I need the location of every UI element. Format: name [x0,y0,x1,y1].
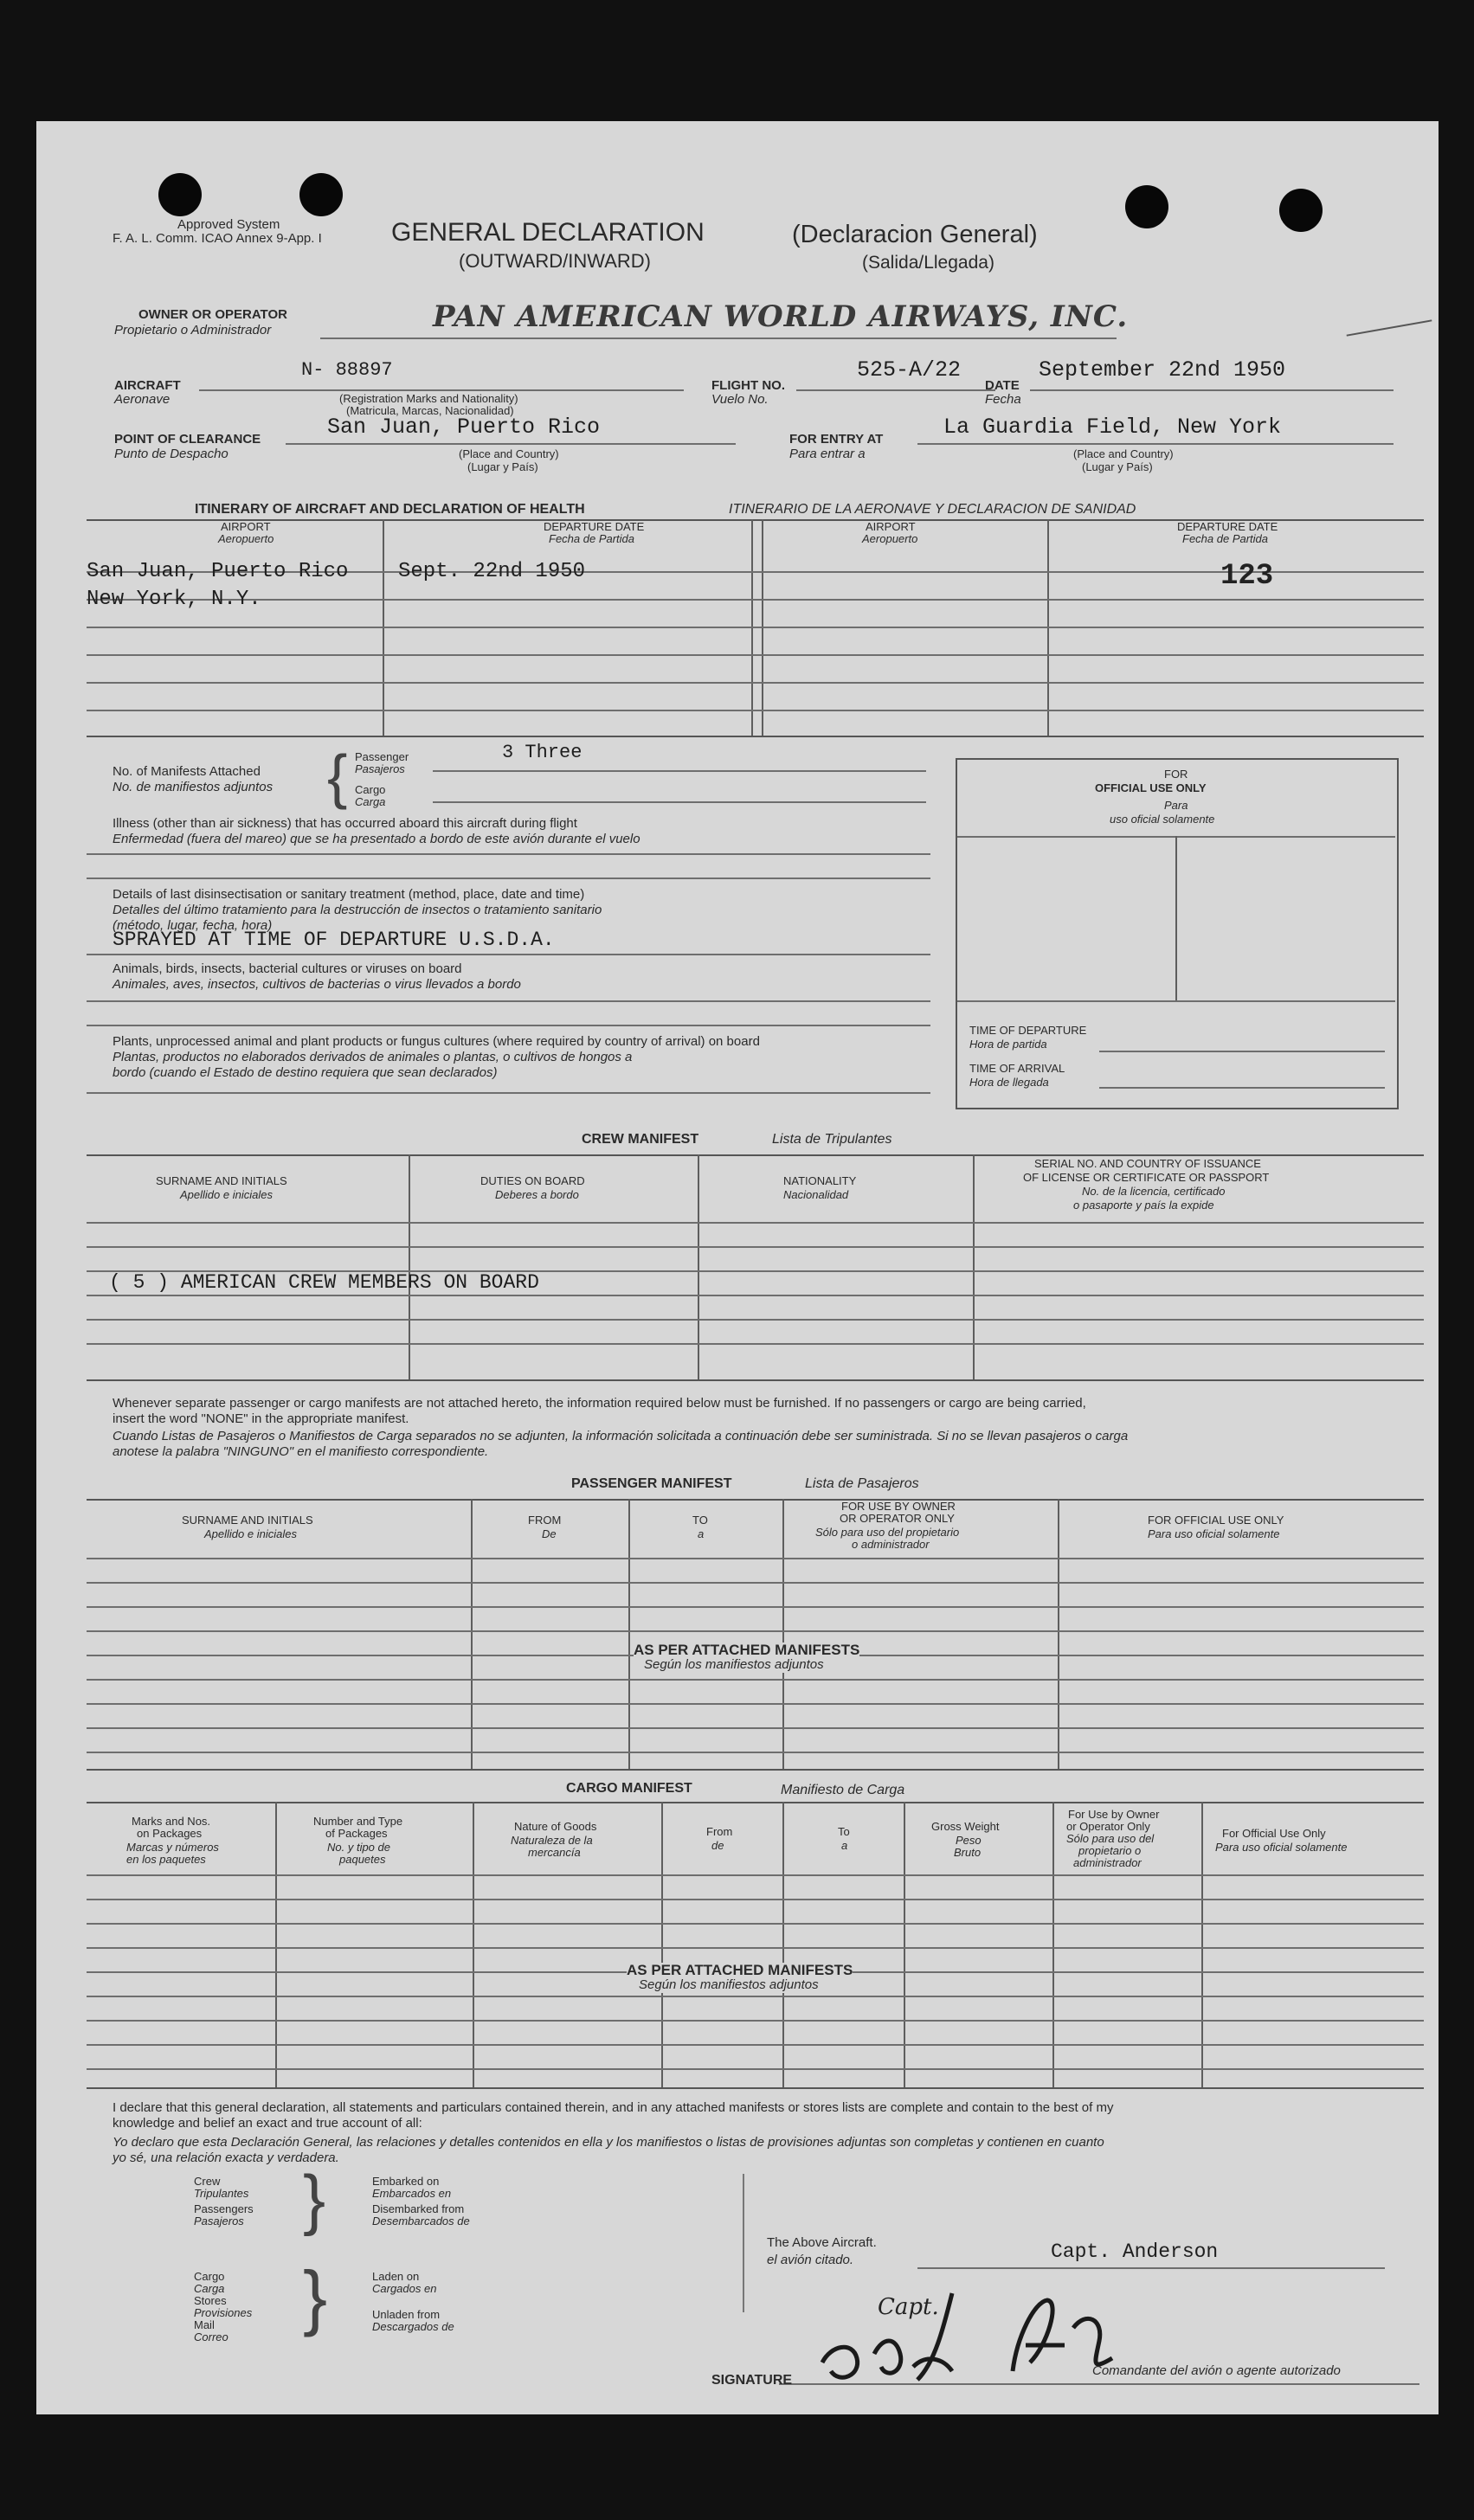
form-title: GENERAL DECLARATION [391,218,705,247]
cargo-attached-es: Según los manifiestos adjuntos [639,1977,819,1992]
passenger-bottom-rule [87,1769,1424,1771]
crew-row-line [87,1246,1424,1248]
manifests-brace: { [327,742,348,810]
notice-line2: insert the word "NONE" in the appropriate manifest. [113,1411,409,1426]
form-subtitle: (OUTWARD/INWARD) [459,250,651,272]
animals-line [87,1000,930,1002]
stamped-number: 123 [1220,560,1274,593]
plants-label-es2: bordo (cuando el Estado de destino requiera que sean declarados) [113,1065,498,1080]
flight-value: 525-A/22 [857,357,962,382]
punch-hole [1125,185,1168,228]
cargo-c2-es: No. y tipo de [327,1841,390,1854]
declaration-line3: Yo declaro que esta Declaración General, las relaciones y detalles contenidos en ella y los manifiestos o listas de provisiones adjuntas son completas y contienen en cuanto [113,2135,1104,2150]
disinsect-label-es2: (método, lugar, fecha, hora) [113,918,273,933]
form-title-es: (Declaracion General) [792,221,1038,248]
clearance-value: San Juan, Puerto Rico [327,415,601,440]
decl-stores-es: Provisiones [194,2306,253,2319]
passenger-rule [87,1499,1424,1501]
crew-col2-es: Deberes a bordo [495,1188,579,1201]
signature-label: SIGNATURE [711,2373,793,2388]
disinsect-label-es: Detalles del último tratamiento para la destrucción de insectos o tratamiento sanitario [113,903,602,917]
decl-brace: } [303,2161,326,2237]
crew-col4: SERIAL NO. AND COUNTRY OF ISSUANCE [1034,1157,1261,1170]
crew-title-es: Lista de Tripulantes [772,1132,892,1147]
cargo-c8-es: Para uso oficial solamente [1215,1841,1348,1854]
itin-row-line [87,710,1424,711]
notice-line4: anotese la palabra "NINGUNO" en el manifiesto correspondiente. [113,1444,489,1459]
aircraft-line [199,389,684,391]
official-divider [957,1000,1395,1002]
itin-col-airport-es: Aeropuerto [218,532,274,545]
declaration-line2: knowledge and belief an exact and true account of all: [113,2116,422,2131]
manifest-passenger-label: Passenger [355,750,409,763]
itin-col-airport: AIRPORT [221,520,271,533]
clearance-note: (Place and Country) [459,447,559,460]
crew-divider [973,1154,975,1379]
passenger-title: PASSENGER MANIFEST [571,1476,732,1491]
manifest-passenger-line [433,770,926,772]
time-arrival-label-es: Hora de llegada [969,1076,1049,1089]
declaration-line4: yo sé, una relación exacta y verdadera. [113,2150,339,2165]
above-aircraft-es: el avión citado. [767,2253,854,2267]
crew-row-line [87,1319,1424,1321]
captain-typed: Capt. Anderson [1051,2240,1219,2263]
itin-row1-date: Sept. 22nd 1950 [398,560,586,583]
cargo-c3-es: Naturaleza de la [511,1834,593,1847]
passenger-row-line [87,1630,1424,1632]
decl-crew: Crew [194,2175,221,2188]
approved-system: Approved System [177,217,280,232]
crew-row-line [87,1295,1424,1296]
plants-label: Plants, unprocessed animal and plant products or fungus cultures (where required by country of arrival) on board [113,1034,760,1049]
date-label-es: Fecha [985,392,1021,407]
cargo-c7-es-3: administrador [1073,1856,1142,1869]
itin-col-airport-2: AIRPORT [866,520,916,533]
cargo-title: CARGO MANIFEST [566,1781,692,1796]
manifest-cargo-line [433,801,926,803]
cargo-c2-es-2: paquetes [339,1853,386,1866]
cargo-c7-2: or Operator Only [1066,1820,1150,1833]
illness-label-es: Enfermedad (fuera del mareo) que se ha presentado a bordo de este avión durante el vuelo [113,832,640,846]
entry-note-es: (Lugar y País) [1082,460,1153,473]
aircraft-note-es: (Matricula, Marcas, Nacionalidad) [346,404,514,417]
passenger-col3: TO [692,1514,708,1527]
decl-embarked: Embarked on [372,2175,440,2188]
itin-col-departure: DEPARTURE DATE [544,520,645,533]
entry-line [917,443,1394,445]
crew-row-line [87,1222,1424,1224]
cargo-bottom-rule [87,2087,1424,2089]
decl-passengers-es: Pasajeros [194,2215,244,2228]
itin-row-line [87,599,1424,601]
flight-line [796,389,995,391]
crew-rule [87,1154,1424,1156]
crew-col4-2: OF LICENSE OR CERTIFICATE OR PASSPORT [1023,1171,1270,1184]
decl-stores: Stores [194,2294,227,2307]
crew-col3: NATIONALITY [783,1174,857,1187]
passenger-col1: SURNAME AND INITIALS [182,1514,313,1527]
passenger-col3-es: a [698,1527,705,1540]
cargo-c5-es: a [841,1839,848,1852]
aircraft-label: AIRCRAFT [114,378,181,393]
itin-bottom-rule [87,736,1424,737]
crew-col2: DUTIES ON BOARD [480,1174,585,1187]
cargo-row-line [87,2020,1424,2022]
notice-line3: Cuando Listas de Pasajeros o Manifiestos de Carga separados no se adjunten, la información solicitada a continuación debe ser suministrada. Si no se llevan pasajeros o carga [113,1429,1129,1443]
passenger-row-line [87,1558,1424,1559]
cargo-row-line [87,1899,1424,1900]
cargo-c6: Gross Weight [931,1820,1000,1833]
agent-label: Comandante del avión o agente autorizado [1092,2363,1341,2378]
manifests-label-es: No. de manifiestos adjuntos [113,780,274,794]
cargo-c4-es: de [711,1839,724,1852]
entry-label: FOR ENTRY AT [789,432,884,447]
clearance-label-es: Punto de Despacho [114,447,229,461]
punch-hole [1279,189,1323,232]
crew-col4-es-2: o pasaporte y país la expide [1073,1199,1214,1212]
decl-disembarked: Disembarked from [372,2202,465,2215]
cargo-c6-es-2: Bruto [954,1846,982,1859]
plants-line [87,1092,930,1094]
cargo-c6-es: Peso [956,1834,982,1847]
captain-line [917,2267,1385,2269]
entry-label-es: Para entrar a [789,447,866,461]
illness-label: Illness (other than air sickness) that has occurred aboard this aircraft during flight [113,816,577,831]
cargo-c5: To [838,1825,850,1838]
itinerary-title-es: ITINERARIO DE LA AERONAVE Y DECLARACION DE SANIDAD [729,502,1136,517]
owner-value: PAN AMERICAN WORLD AIRWAYS, INC. [433,299,1129,334]
passenger-col1-es: Apellido e iniciales [204,1527,297,1540]
form-subtitle-es: (Salida/Llegada) [862,253,994,273]
clearance-line [286,443,736,445]
entry-note: (Place and Country) [1073,447,1174,460]
passenger-col5: FOR OFFICIAL USE ONLY [1148,1514,1284,1527]
itin-row2-airport: New York, N.Y. [87,588,261,611]
passenger-title-es: Lista de Pasajeros [805,1476,919,1491]
manifests-label: No. of Manifests Attached [113,764,261,779]
illness-line [87,853,930,855]
punch-hole [158,173,202,216]
cargo-row-line [87,1996,1424,1997]
cargo-row-line [87,2044,1424,2046]
animals-label: Animals, birds, insects, bacterial cultures or viruses on board [113,961,462,976]
official-title-es-2: uso oficial solamente [1110,813,1215,826]
time-arrival-line [1099,1087,1385,1089]
disinsect-line [87,954,930,955]
notice-line1: Whenever separate passenger or cargo manifests are not attached hereto, the information required below must be furnished. If no passengers or cargo are being carried, [113,1396,1086,1411]
crew-row-line [87,1343,1424,1345]
cargo-c3-es-2: mercancía [528,1846,581,1859]
decl-laden-es: Cargados en [372,2282,437,2295]
passenger-col4-2: OR OPERATOR ONLY [840,1512,955,1525]
passenger-attached: AS PER ATTACHED MANIFESTS [634,1642,860,1658]
cargo-c7: For Use by Owner [1068,1808,1160,1821]
decl-mail: Mail [194,2318,215,2331]
passenger-col2: FROM [528,1514,562,1527]
declaration-line1: I declare that this general declaration, all statements and particulars contained therein, and in any attached manifests or stores lists are complete and contain to the best of my [113,2100,1114,2115]
passenger-row-line [87,1606,1424,1608]
animals-line [87,1025,930,1026]
decl-passengers: Passengers [194,2202,254,2215]
passenger-attached-es: Según los manifiestos adjuntos [644,1657,824,1672]
cargo-c2-2: of Packages [325,1827,388,1840]
aircraft-note: (Registration Marks and Nationality) [339,392,518,405]
official-title: FOR [1164,768,1188,781]
itinerary-title: ITINERARY OF AIRCRAFT AND DECLARATION OF HEALTH [195,502,585,517]
illness-line [87,878,930,879]
cargo-row-line [87,1874,1424,1876]
passenger-col4-es-2: o administrador [852,1538,930,1551]
owner-label: OWNER OR OPERATOR [138,307,287,322]
cargo-attached: AS PER ATTACHED MANIFESTS [627,1962,853,1978]
cargo-row-line [87,2068,1424,2070]
crew-divider [409,1154,410,1379]
clearance-label: POINT OF CLEARANCE [114,432,261,447]
disinsect-label: Details of last disinsectisation or sanitary treatment (method, place, date and time) [113,887,585,902]
passenger-row-line [87,1727,1424,1729]
crew-col4-es: No. de la licencia, certificado [1082,1185,1226,1198]
passenger-row-line [87,1752,1424,1753]
date-label: DATE [985,378,1020,393]
aircraft-label-es: Aeronave [114,392,171,407]
cargo-c8: For Official Use Only [1222,1827,1326,1840]
flight-label-es: Vuelo No. [711,392,769,407]
passenger-row-line [87,1679,1424,1681]
decl-crew-es: Tripulantes [194,2187,249,2200]
punch-hole [299,173,343,216]
cargo-c7-es-2: propietario o [1078,1844,1142,1857]
form-sheet [36,121,1439,2414]
animals-label-es: Animales, aves, insectos, cultivos de bacterias o virus llevados a bordo [113,977,521,992]
cargo-c1-es-2: en los paquetes [126,1853,206,1866]
decl-disembarked-es: Desembarcados de [372,2215,470,2228]
owner-line [320,338,1117,339]
disinsect-value: SPRAYED AT TIME OF DEPARTURE U.S.D.A. [113,929,555,951]
crew-entry: ( 5 ) AMERICAN CREW MEMBERS ON BOARD [109,1271,539,1294]
itin-row-line [87,682,1424,684]
passenger-row-line [87,1582,1424,1584]
decl-divider [743,2174,744,2312]
itin-col-departure-2: DEPARTURE DATE [1177,520,1278,533]
approved-ref: F. A. L. Comm. ICAO Annex 9-App. I [113,231,322,246]
crew-col3-es: Nacionalidad [783,1188,849,1201]
decl-brace-2: } [303,2256,328,2337]
cargo-rule [87,1802,1424,1803]
crew-divider [698,1154,699,1379]
passenger-col4-es: Sólo para uso del propietario [815,1526,960,1539]
captain-handwritten: Capt. [878,2294,939,2320]
itin-row1-airport: San Juan, Puerto Rico [87,560,349,583]
itin-col-departure-2-es: Fecha de Partida [1182,532,1269,545]
time-arrival-label: TIME OF ARRIVAL [969,1062,1065,1075]
crew-col1: SURNAME AND INITIALS [156,1174,287,1187]
date-value: September 22nd 1950 [1039,357,1286,382]
time-departure-line [1099,1051,1385,1052]
cargo-title-es: Manifiesto de Carga [781,1783,905,1797]
decl-laden: Laden on [372,2270,420,2283]
cargo-row-line [87,1947,1424,1949]
itin-row-line [87,654,1424,656]
cargo-c1: Marks and Nos. [132,1815,211,1828]
decl-unladen-es: Descargados de [372,2320,454,2333]
decl-mail-es: Correo [194,2330,229,2343]
cargo-c1-es: Marcas y números [126,1841,219,1854]
itin-col-departure-es: Fecha de Partida [549,532,635,545]
manifest-passenger-label-es: Pasajeros [355,762,405,775]
manifest-cargo-label-es: Carga [355,795,386,808]
clearance-note-es: (Lugar y País) [467,460,538,473]
official-title-2: OFFICIAL USE ONLY [1095,781,1207,794]
itin-col-airport-2-es: Aeropuerto [862,532,918,545]
time-departure-label-es: Hora de partida [969,1038,1047,1051]
cargo-c4: From [706,1825,733,1838]
passenger-col5-es: Para uso oficial solamente [1148,1527,1280,1540]
cargo-c1-2: on Packages [137,1827,203,1840]
above-aircraft: The Above Aircraft. [767,2235,877,2250]
manifest-passenger-value: 3 Three [502,742,583,763]
official-title-es: Para [1164,799,1188,812]
decl-cargo: Cargo [194,2270,225,2283]
date-line [1030,389,1394,391]
crew-title: CREW MANIFEST [582,1132,699,1147]
crew-bottom-rule [87,1379,1424,1381]
official-divider [1175,836,1177,1000]
owner-label-es: Propietario o Administrador [114,323,272,338]
decl-unladen: Unladen from [372,2308,441,2321]
aircraft-value: N- 88897 [301,359,393,381]
itin-row-line [87,627,1424,628]
manifest-cargo-label: Cargo [355,783,386,796]
cargo-row-line [87,1923,1424,1925]
signature-line [779,2383,1419,2385]
decl-embarked-es: Embarcados en [372,2187,452,2200]
time-departure-label: TIME OF DEPARTURE [969,1024,1087,1037]
entry-value: La Guardia Field, New York [943,415,1282,440]
passenger-row-line [87,1703,1424,1705]
passenger-col2-es: De [542,1527,557,1540]
decl-cargo-es: Carga [194,2282,225,2295]
flight-label: FLIGHT NO. [711,378,785,393]
cargo-c2: Number and Type [313,1815,403,1828]
cargo-c3: Nature of Goods [514,1820,597,1833]
plants-label-es: Plantas, productos no elaborados derivados de animales o plantas, o cultivos de hongos a [113,1050,633,1064]
crew-col1-es: Apellido e iniciales [180,1188,273,1201]
cargo-c7-es: Sólo para uso del [1066,1832,1155,1845]
passenger-col4: FOR USE BY OWNER [841,1500,956,1513]
